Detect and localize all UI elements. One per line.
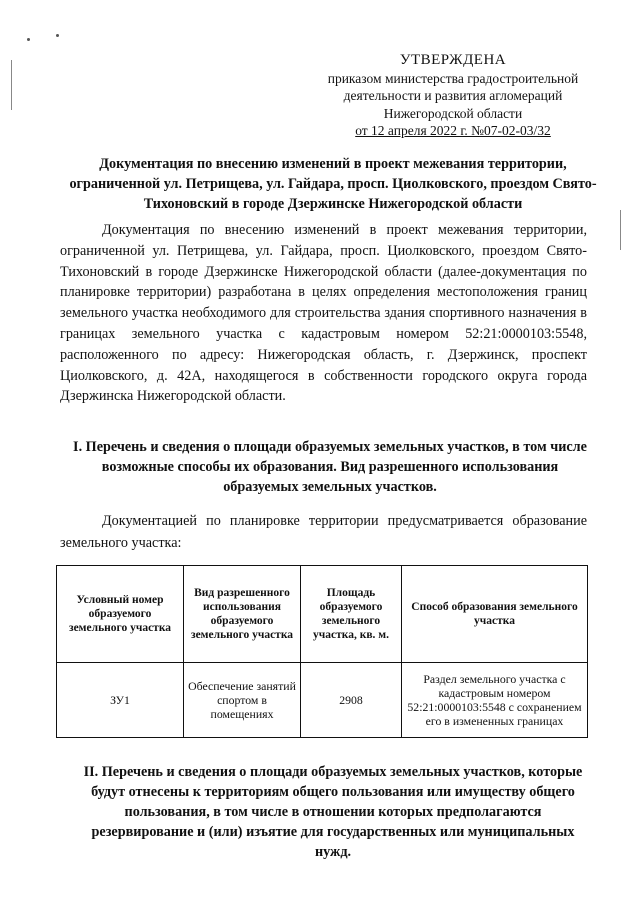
cell-area: 2908 — [301, 663, 402, 738]
section-1-title: I. Перечень и сведения о площади образуемых земельных участков, в том числе возможные способы их образования. Вид разрешенного использования образуемых земельных участков. — [73, 439, 587, 495]
table-header-row — [57, 566, 588, 663]
column-header-formation-method: Способ образования земельного участка — [402, 566, 588, 663]
approval-date: от 12 апреля 2022 г. №07-02-03/32 — [355, 123, 551, 138]
scan-dot — [56, 34, 59, 37]
cell-permitted-use: Обеспечение занятий спортом в помещениях — [184, 663, 301, 738]
land-plots-table — [56, 565, 588, 738]
approval-stamp — [318, 52, 588, 140]
section-2-title: II. Перечень и сведения о площади образуемых земельных участков, которые будут отнесены к территориям общего пользования или имуществу общего пользования, в том числе в отношении которых предполагаются резервирование и (или) изъятие для государственных или муниципальных нужд. — [83, 764, 583, 860]
cell-formation-method: Раздел земельного участка с кадастровым номером 52:21:0000103:5548 с сохранением его в измененных границах — [402, 663, 588, 738]
scan-edge-line — [11, 60, 12, 110]
intro-paragraph: Документация по внесению изменений в проект межевания территории, ограниченной ул. Петрищева, ул. Гайдара, просп. Циолковского, проездом Свято-Тихоновский в городе Дзержинске Нижегородской области (далее-документация по планировке территории) разработана в целях определения местоположения границ земельного участка необходимого для строительства здания спортивного назначения в границах земельного участка с кадастровым номером 52:21:0000103:5548, расположенного по адресу: Нижегородская область, г. Дзержинск, проспект Циолковского, д. 42А, находящегося в собственности городского округа города Дзержинска Нижегородской области. — [60, 222, 587, 405]
column-header-area: Площадь образуемого земельного участка, кв. м. — [301, 566, 402, 663]
column-header-permitted-use: Вид разрешенного использования образуемого земельного участка — [184, 566, 301, 663]
scan-edge-line — [620, 210, 621, 250]
table-row — [57, 663, 588, 738]
approval-heading: УТВЕРЖДЕНА — [399, 52, 507, 68]
scan-dot — [27, 38, 30, 41]
cell-plot-number: ЗУ1 — [57, 663, 184, 738]
section-1-text: Документацией по планировке территории предусматривается образование земельного участка: — [60, 513, 587, 551]
approval-line: приказом министерства градостроительной — [327, 70, 579, 86]
document-title: Документация по внесению изменений в проект межевания территории, ограниченной ул. Петрищева, ул. Гайдара, просп. Циолковского, проездом Свято-Тихоновский в городе Дзержинске Нижегородской области — [69, 156, 597, 212]
approval-line: Нижегородской области — [383, 105, 523, 121]
column-header-plot-number: Условный номер образуемого земельного участка — [57, 566, 184, 663]
approval-line: деятельности и развития агломераций — [343, 88, 563, 103]
